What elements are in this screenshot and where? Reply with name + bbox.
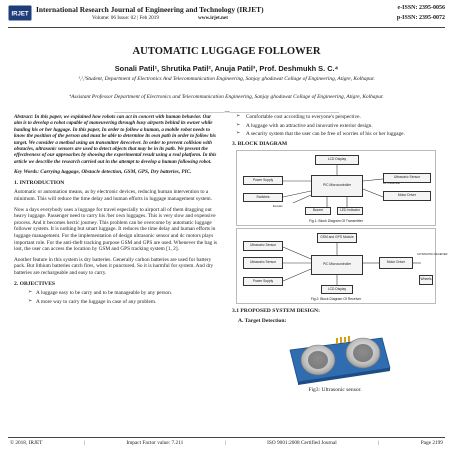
footer-divider	[8, 437, 445, 438]
journal-header	[8, 4, 445, 26]
block-motor-driver: Motor Driver	[379, 257, 413, 269]
section-heading-objectives: 2. OBJECTIVES	[14, 280, 56, 287]
title-separator: -----------------------------------------------------------------------------------------------------------***----------------------------------------------------------------------------------------------------------	[114, 110, 339, 115]
list-item: ➢ A more way to carry the luggage in case of any problem.	[28, 299, 219, 306]
journal-name: International Research Journal of Engineering and Technology (IRJET)	[36, 5, 264, 14]
block-buzzer: Buzzer	[305, 207, 331, 215]
ultrasonic-sensor-image	[232, 328, 438, 386]
block-lcd-display: LCD Display	[315, 155, 359, 165]
intro-paragraph-3: Another feature in this system is dry batteries. Generally carbon batteries are used for battery pack. But lithium batteries catch fires, when it punctured. So it is harmful for system. And dry batteries are rechargeable and easy to carry.	[14, 256, 214, 276]
block-wheels: Wheels	[419, 275, 433, 285]
block-ultrasonic-sensor: Ultrasonic Sensor	[243, 241, 283, 251]
footer-iso: ISO 9001:2008 Certified Journal	[267, 440, 337, 446]
footer-impact-factor: Impact Factor value: 7.211	[126, 440, 184, 446]
block-power-supply: Power Supply	[243, 176, 283, 185]
p-issn: p-ISSN: 2395-0072	[396, 15, 445, 21]
block-pic-microcontroller: PIC Microcontroller	[311, 175, 363, 197]
receiver-block-diagram	[236, 228, 448, 304]
list-item: ➢ A luggage easy to be carry and to be manageable by any person.	[28, 290, 219, 297]
footer-separator: |	[224, 440, 226, 446]
section-heading-introduction: 1. INTRODUCTION	[14, 179, 65, 186]
figure-caption-ultrasonic-sensor: Fig3: Ultrasonic sensor.	[308, 386, 362, 393]
footer-separator: |	[83, 440, 85, 446]
journal-volume: Volume: 06 Issue: 02 | Feb 2019	[92, 15, 159, 21]
block-ultrasonic-receiver-anchor: ULTRASONIC RECEIVER	[417, 253, 448, 257]
figure-caption-receiver: Fig.2: Block Diagram Of Receiver	[310, 296, 362, 301]
journal-website-link[interactable]: www.irjet.net	[198, 15, 228, 21]
transmitter-block-diagram	[236, 150, 436, 226]
block-led-indicator: LED Indicator	[337, 207, 363, 215]
intro-paragraph-1: Automatic or automation means, as by electronic devices, reducing human intervention to a minimum. This will reduce the time delay and human efforts in luggage management system.	[14, 189, 212, 203]
e-issn: e-ISSN: 2395-0056	[397, 5, 445, 11]
footer-page-number: Page 2199	[420, 440, 443, 446]
block-lcd-display: LCD Display	[321, 285, 353, 294]
block-power-supply: Power Supply	[243, 277, 283, 286]
block-pic-microcontroller: PIC Microcontroller	[311, 255, 363, 275]
block-switches: Switches	[243, 193, 283, 202]
section-heading-proposed-system: 3.1 PROPOSED SYSTEM DESIGN:	[232, 308, 320, 315]
list-item: ➢ Comfortable cost according to everyone's perspective.	[234, 114, 438, 121]
intro-paragraph-2: Now a days everybody uses a luggage for travel especially to airport all of them dragging out heavy luggage. Passenger need to carry his /her own luggages. This is very slow and expensive process. And it becomes hectic journey. This problem can be overcome by automatic luggage follower system. It is nothing but smart luggage. It reduces the time delay and human efforts in luggage management. For the implementation of design ultrasonic sensor and dc motors plays important role. For the anti-theft tracking purpose GSM and GPS are used. Whenever the bag is lost, the user can access the location by GSM and GPS tracking system [1, 2].	[14, 206, 218, 253]
block-ultrasonic-sensor-label: Ultrasonic Sensor	[249, 260, 277, 265]
footer-separator: |	[378, 440, 380, 446]
keywords: Key Words: Carrying luggage, Obstacle detection, GSM, GPS, Dry batteries, PIC.	[14, 169, 192, 176]
journal-logo-icon	[8, 5, 32, 21]
figure-caption-transmitter: Fig.1: Block Diagram Of Transmitter	[309, 218, 363, 223]
block-ultrasonic-sensor: Ultrasonic Sensor	[383, 173, 431, 183]
section-heading-block-diagram: 3. BLOCK DIAGRAM	[232, 140, 288, 147]
page-footer	[10, 440, 443, 446]
block-encoder-anchor: Encoder	[273, 205, 283, 209]
objectives-list	[28, 290, 219, 305]
paper-authors: Sonali Patil¹, Shrutika Patil², Anuja Patil³, Prof. Deshmukh S. C.⁴	[114, 64, 339, 73]
list-item: ➢ A security system that the user can be free of worries of his or her luggage.	[234, 131, 438, 138]
subsection-heading-target-detection: A. Target Detection:	[238, 317, 287, 324]
header-divider	[8, 27, 445, 28]
footer-copyright: © 2018, IRJET	[10, 440, 43, 446]
left-column	[14, 114, 219, 307]
paper-title: AUTOMATIC LUGGAGE FOLLOWER	[132, 46, 321, 57]
affiliation-professor: ⁴Assistant Professor Department of Electronics and Telecommunication Engineering, Sanjay ghodawat Collage of Engineering, Atigre, Kolhapur.	[69, 94, 384, 100]
block-rf-transmitter-anchor: RF Transmitter	[383, 182, 401, 186]
abstract: Abstract: In this paper, we explained how robots can act in concert with human behavior. Our aim is to develop a robot capable of maneuvering through busy airports behind its owner while hauling his or her luggage. In this paper, In order to follow a human, a mobile robot needs to know the position of the person and must be able to determine its own path in order to follow his target. We consider a method using an transmitter &receiver. In order to prevent collision with obstacles, ultrasonic sensors are used to detect objects that may be in its path. We present the effectiveness of our approaches by showing the experimental result using a real platform. In this article we describe the research carried out in the attempt to develop a human following robot.	[14, 114, 217, 165]
list-item: ➢ A luggage with an attractive and innovative exterior design.	[234, 123, 438, 130]
block-gsm-gps-module: GSM and GPS Module	[317, 233, 357, 243]
objectives-list-continued	[234, 114, 438, 138]
affiliation-students: ¹,²,³Student, Department of Electronics And Telecommunication Engineering, Sanjay ghodawat Collage of Engineering, Atigre, Kolhapur.	[78, 76, 375, 82]
block-motor-driver: Motor Driver	[383, 191, 431, 201]
logo-text: IRJET	[11, 11, 29, 18]
right-column	[232, 114, 448, 393]
ultrasonic-sensor-figure	[232, 328, 438, 386]
block-ultrasonic-sensor-receiver	[243, 257, 283, 269]
